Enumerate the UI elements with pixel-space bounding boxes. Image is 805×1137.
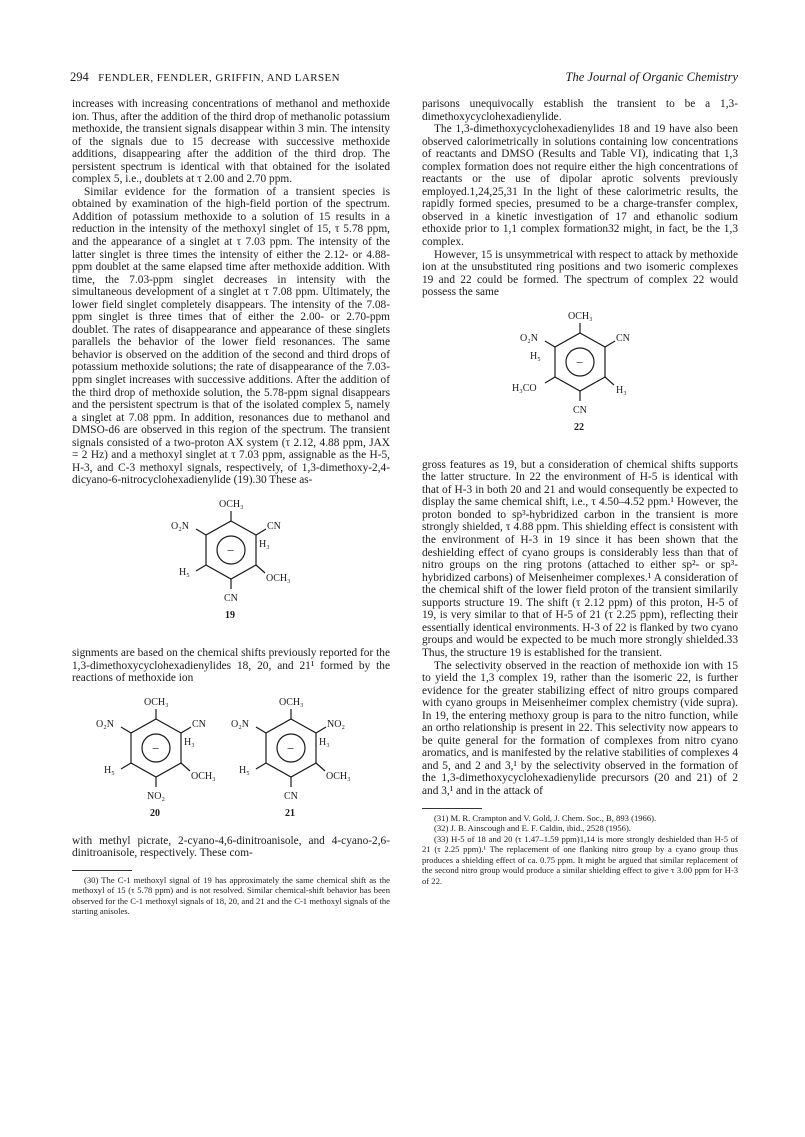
- footnote-30: (30) The C-1 methoxyl signal of 19 has approximately the same chemical shift as the methoxyl of 15 (τ 5.78 ppm) and is not resolved. Similar chemical-shift behavior has been observed for the C-1 methoxyl signals of 18, 20, and 21 and the C-1 methoxyl signals of the starting anisoles.: [72, 874, 390, 917]
- structure-22: [490, 303, 670, 453]
- substituent-lower-right: OCH₃: [191, 770, 216, 782]
- substituent-top: OCH₃: [568, 310, 593, 322]
- substituent-upper-left: O₂N: [520, 332, 538, 344]
- compound-number: 22: [574, 421, 584, 433]
- footnotes: [72, 875, 390, 917]
- substituent-upper-right: NO₂: [327, 718, 345, 730]
- substituent-bottom: NO₂: [147, 790, 165, 802]
- substituent-upper-right: CN: [267, 520, 281, 532]
- paragraph: parisons unequivocally establish the transient to be a 1,3-dimethoxycyclohexadienylide.: [422, 98, 738, 123]
- substituent-top: OCH₃: [219, 498, 244, 510]
- substituent-upper-left: O₂N: [171, 520, 189, 532]
- substituent-upper-right: CN: [192, 718, 206, 730]
- hydrogen-right: H₃: [319, 736, 330, 748]
- paragraph: signments are based on the chemical shifts previously reported for the 1,3-dimethoxycyclohexadienylides 18, 20, and 21¹ formed by the reactions of methoxide ion: [72, 646, 390, 685]
- hydrogen-left: H₅: [239, 764, 250, 776]
- paragraph: gross features as 19, but a consideration of chemical shifts supports the latter structure. In 22 the environment of H-5 is identical with that of H-3 in both 20 and 21 and would consequently be expected to display the same chemical shift, i.e., τ 4.50–4.52 ppm.¹ However, the proton bonded to sp³-hybridized carbon in the transient is more strongly shielded, τ 4.88 ppm. This shielding effect is consistent with the environment of H-3 in 19 since it has been shown that the deshielding effect of cyano groups is considerably less than that of nitro groups on the ring protons (attached to either sp²- or sp³-hybridized carbons) of Meisenheimer complexes.¹ A consideration of the chemical shift of the lower field proton of the transient similarily supports structure 19. The shift (τ 2.12 ppm) of this proton, H-5 of 19, is very similar to that of H-5 of 21 (τ 2.25 ppm), reflecting their essentially identical environments. H-3 of 22 is flanked by two cyano groups and would be expected to be much more strongly shielded.33 Thus, the structure 19 is established for the transient.: [422, 458, 738, 659]
- substituent-lower-left: H₃CO: [512, 382, 537, 394]
- footnote-31: (31) M. R. Crampton and V. Gold, J. Chem. Soc., B, 893 (1966).: [434, 812, 657, 823]
- paragraph: with methyl picrate, 2-cyano-4,6-dinitroanisole, and 4-cyano-2,6-dinitroanisole, respectively. These com-: [72, 834, 390, 860]
- substituent-top: OCH₃: [279, 696, 304, 708]
- paragraph: increases with increasing concentrations of methanol and methoxide ion. Thus, after the addition of the third drop of methanolic potassium methoxide, the transient signals disappear within 3 min. The intensity of the signals due to 15 decrease with successive methoxide additions, disappearing after the addition of the third drop. The persistent spectrum is identical with that obtained for the isolated complex 5, i.e., doublets at τ 2.00 and 2.70 ppm.: [72, 98, 390, 186]
- footnote-33: (33) H-5 of 18 and 20 (τ 1.47–1.59 ppm)1,14 is more strongly deshielded than H-5 of 21 (τ 2.25 ppm).¹ The replacement of one flanking nitro group by a cyano group thus produces a shielding effect of ca. 0.75 ppm. It might be argued that similar replacement of the second nitro group would produce a similar shielding effect to give τ 3.00 ppm for H-3 of 22.: [422, 833, 738, 886]
- compound-number: 19: [225, 609, 235, 621]
- page-header: [70, 70, 738, 88]
- structures-20-21: [81, 689, 381, 829]
- minus-sign: −: [152, 740, 160, 756]
- footnote-divider: [422, 808, 482, 809]
- minus-sign: −: [287, 740, 295, 756]
- substituent-top: OCH₃: [144, 696, 169, 708]
- running-head-left: [70, 70, 340, 85]
- paragraph: The selectivity observed in the reaction of methoxide ion with 15 to yield the 1,3 complex 19, rather than the isomeric 22, is further evidence for the greater stabilizing effect of nitro groups compared with cyano groups in Meisenheimer complex chemistry (vide supra). In 19, the entering methoxy group is para to the nitro function, while an ortho relationship is present in 22. This selectivity now appears to be quite general for the formation of complexes from nitro cyano aromatics, and is manifested by the relative stabilities of complexes 4 and 5, and 2 and 3,¹ by the selectivity observed in the formation of the 1,3-dimethoxycyclohexadienylide precursors (20 and 21) of 2 and 3,¹ and in the attack of: [422, 659, 738, 797]
- substituent-bottom: CN: [573, 404, 587, 416]
- substituent-upper-left: O₂N: [96, 718, 114, 730]
- minus-sign: −: [227, 542, 235, 558]
- hydrogen-lower-right: H₃: [616, 384, 627, 396]
- compound-number: 20: [150, 807, 160, 819]
- substituent-lower-right: OCH₃: [326, 770, 351, 782]
- hydrogen-left: H₅: [530, 350, 541, 362]
- compound-number: 21: [285, 807, 295, 819]
- paragraph: However, 15 is unsymmetrical with respect to attack by methoxide ion at the unsubstituted ring positions and two isomeric complexes 19 and 22 could be formed. The spectrum of complex 22 would possess the same: [422, 248, 738, 299]
- hydrogen-left: H₅: [179, 566, 190, 578]
- footnote-divider: [72, 870, 132, 871]
- substituent-upper-left: O₂N: [231, 718, 249, 730]
- substituent-upper-right: CN: [616, 332, 630, 344]
- footnotes: [422, 813, 738, 887]
- substituent-lower-right: OCH₃: [266, 572, 291, 584]
- page-number: 294: [70, 70, 89, 84]
- hydrogen-right: H₃: [259, 538, 270, 550]
- substituent-bottom: CN: [224, 592, 238, 604]
- substituent-bottom: CN: [284, 790, 298, 802]
- paragraph: The 1,3-dimethoxycyclohexadienylides 18 and 19 have also been observed calorimetrically in solutions containing low concentrations of reactants and DMSO (Results and Table VI), indicating that 1,3 complex formation does not require either the high concentrations of reactants or the use of dipolar aprotic solvents previously employed.1,24,25,31 In the light of these calorimetric results, the rapidly formed species, presumed to be a charge-transfer complex, observed in a kinetic investigation of 17 and ethanolic sodium ethoxide prior to 1,1 complex formation32 might, in fact, be the 1,3 complex.: [422, 123, 738, 249]
- left-column: [72, 98, 390, 917]
- hydrogen-left: H₅: [104, 764, 115, 776]
- paragraph: Similar evidence for the formation of a transient species is obtained by examination of the high-field portion of the spectrum. Addition of potassium methoxide to a solution of 15 results in a reduction in the intensity of the methoxyl singlet of 15, τ 5.78 ppm, and the appearance of a singlet at τ 7.03 ppm. The intensity of the latter singlet is three times the intensity of either the 2.12- or 4.88-ppm doublet at the same elapsed time after methoxide addition. With time, the 7.03-ppm singlet decreases in intensity with the simultaneous development of a singlet at τ 7.08 ppm. Ultimately, the lower field singlet completely disappears. The intensity of the 7.08-ppm singlet is three times that of either the 2.00- or 2.70-ppm doublet. The rates of disappearance and appearance of these singlets parallels the behavior of the lower field resonances. The same behavior is observed on the addition of the second and third drops of potassium methoxide solutions; the rate of disappearance of the 7.03-ppm singlet increases with successive additions. After the addition of the third drop of methoxide solution, the 5.78-ppm signal disappears and the persistent spectrum is that of the isolated complex 5, namely a singlet at 7.08 ppm. In addition, resonances due to methanol and DMSO-d6 are observed in this region of the spectrum. The transient signals consisted of a two-proton AX system (τ 2.12, 4.88 ppm, JAX = 2 Hz) and a methoxyl singlet at τ 7.03 ppm, assignable as the H-5, H-3, and C-3 methoxyl signals, respectively, of 1,3-dimethoxy-2,4-dicyano-6-nitrocyclohexadienylide (19).30 These as-: [72, 185, 390, 487]
- structure-19: [141, 491, 321, 641]
- right-column: [422, 98, 738, 886]
- author-list: FENDLER, FENDLER, GRIFFIN, AND LARSEN: [98, 72, 340, 84]
- hydrogen-right: H₃: [184, 736, 195, 748]
- minus-sign: −: [576, 354, 584, 370]
- footnote-32: (32) J. B. Ainscough and E. F. Caldin, ibid., 2528 (1956).: [434, 823, 631, 834]
- journal-name: The Journal of Organic Chemistry: [565, 70, 738, 84]
